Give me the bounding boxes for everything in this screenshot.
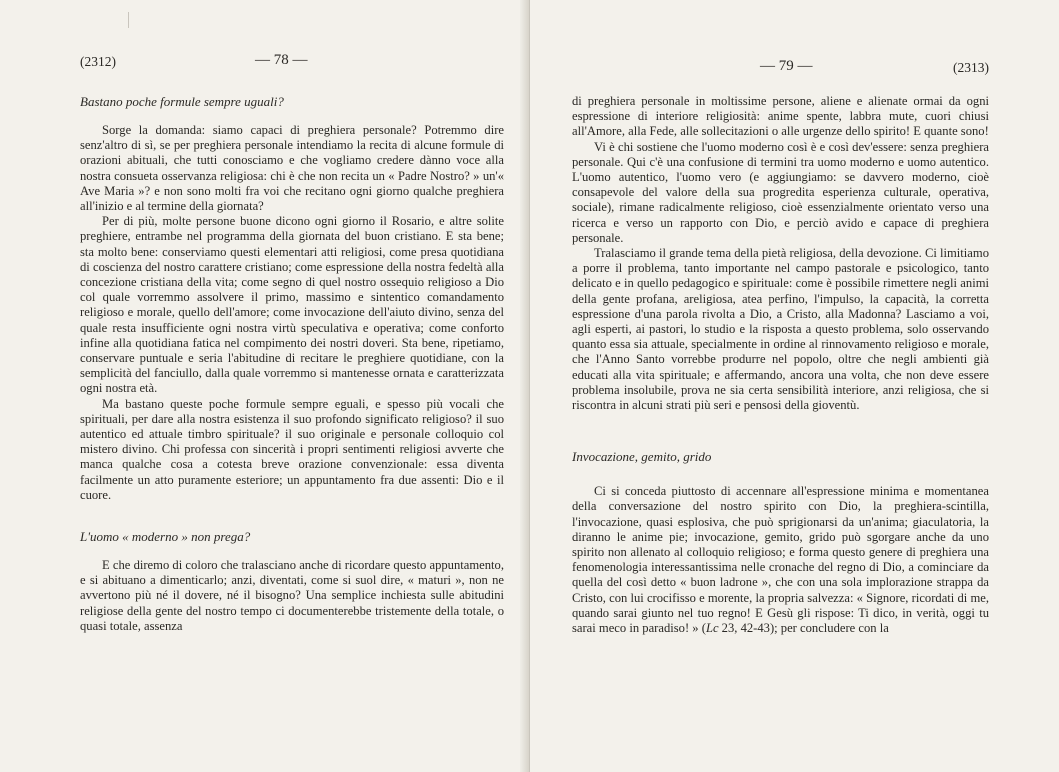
- right-page-code: (2313): [953, 60, 989, 75]
- pencil-mark: [128, 12, 129, 28]
- section-heading-formule: Bastano poche formule sempre uguali?: [80, 94, 284, 109]
- paragraph: di preghiera personale in moltissime persone, aliene e alienate ormai da ogni espressione di interiore religiosità: anime spente, labbra mute, cuori chiusi all'Amore, alla Fede, alle sollecitazioni o alle urgenze dello spirito! E quante sono!: [572, 94, 989, 139]
- paragraph: Sorge la domanda: siamo capaci di preghiera personale? Potremmo dire senz'altro di sì, se per preghiera personale intendiamo la recita di alcune formule di orazioni abituali, che tutti conosciamo e che vogliamo credere dànno voce alla nostra consueta osservanza religiosa: chi è che non recita un « Padre Nostro? » un'« Ave Maria »? e non sono molti fra voi che recitano ogni giorno qualche preghiera all'inizio e al termine della giornata?: [80, 123, 504, 214]
- paragraph-text: 23, 42-43); per concludere con la: [718, 621, 889, 636]
- paragraph: [572, 484, 989, 636]
- section-heading-invocazione: Invocazione, gemito, grido: [572, 449, 712, 465]
- paragraph: Per di più, molte persone buone dicono ogni giorno il Rosario, e altre solite preghiere, entrambe nel programma della giornata del buon cristiano. E sta bene; sta molto bene: conserviamo questi elementari atti religiosi, come presa quotidiana di coscienza del nostro carattere cristiano; come espressione della nostra fedeltà alla concezione cristiana della vita; come segno di quel nostro ossequio religioso a Dio col quale vorremmo assolvere il primo, massimo e sintentico comandamento religioso e morale, quello dell'amore; come invocazione dell'aiuto divino, senza del quale resta insufficiente ogni nostra virtù speculativa e operativa; come conforto infine alla quotidiana fatica nel compimento dei nostri doveri. Sta bene, ripetiamo, conservare puntuale e seria l'abitudine di recitare le preghiere quotidiane, con la semplicità del fanciullo, dalla quale vorremmo si mantenesse ornata e caratterizzata ogni nostra età.: [80, 214, 504, 396]
- right-page-body: [572, 94, 989, 636]
- paragraph: Ma bastano queste poche formule sempre eguali, e spesso più vocali che spirituali, per dare alla nostra esistenza il suo profondo significato religioso? il suo autentico ed attuale timbro spirituale? il suo originale e personale colloquio col mistero divino. Chi professa con sincerità i propri sentimenti religiosi avverte che manca qualche cosa a cotesta breve orazione convenzionale: essa diventa facilmente un atto puramente esteriore; un appuntamento fra due assenti: Dio e il cuore.: [80, 396, 504, 502]
- left-page-code: (2312): [80, 54, 116, 69]
- right-page-header: [572, 58, 989, 80]
- left-page-header: [80, 52, 504, 74]
- paragraph: E che diremo di coloro che tralasciano anche di ricordare questo appuntamento, e si abituano a dimenticarlo; anzi, diventati, come si suol dire, « maturi », non ne avvertono più né il dovere, né il bisogno? Una semplice inchiesta sulle abitudini religiose della gente del nostro tempo ci documenterebbe tristemente della totale, o quasi totale, assenza: [80, 558, 504, 633]
- left-page-number: — 78 —: [255, 52, 308, 68]
- bible-citation: Lc: [705, 621, 719, 636]
- left-page-body: [80, 94, 504, 634]
- section-heading-uomo-moderno: L'uomo « moderno » non prega?: [80, 529, 251, 545]
- paragraph: Vi è chi sostiene che l'uomo moderno così è e così dev'essere: senza preghiera personale. Qui c'è una confusione di termini tra uomo moderno e uomo autentico. L'uomo autentico, l'uomo vero (e aggiungiamo: se davvero moderno, cioè consapevole del valore della sua progredita esperienza culturale, operativa, sociale), rimane radicalmente religioso, cioè essenzialmente orientato verso una ricerca e verso un rapporto con Dio, e perciò avido e capace di preghiera personale.: [572, 139, 989, 245]
- right-page-number: — 79 —: [760, 58, 813, 74]
- right-page: [530, 0, 1059, 772]
- paragraph-text: Ci si conceda piuttosto di accennare all'espressione minima e momentanea della conversazione del nostro spirito con Dio, la preghiera-scintilla, l'invocazione, quasi esplosiva, che può sprigionarsi da un'anima; giaculatoria, la diranno le anime pie; invocazione, gemito, grido può sgorgare anche da uno spirito non allenato al colloquio religioso; e forma questo genere di preghiera una fenomenologia interessantissima nelle cronache del regno di Dio, a cominciare da quella del così detto « buon ladrone », che con una sola implorazione strappa da Cristo, con lui crocifisso e morente, la propria salvezza: « Signore, ricordati di me, quando sarai giunto nel tuo regno! E Gesù gli rispose: Ti dico, in verità, oggi tu sarai meco in paradiso! » (: [572, 484, 989, 636]
- left-page: [0, 0, 528, 772]
- paragraph: Tralasciamo il grande tema della pietà religiosa, della devozione. Ci limitiamo a porre il problema, tanto importante nel campo pastorale e psicologico, tanto delicato e in quello pedagogico e spirituale: come è possibile rimettere negli animi della gente profana, areligiosa, atea perfino, l'impulso, la capacità, la corretta espressione d'una parola rivolta a Dio, a Cristo, alla Madonna? Lasciamo a voi, agli esperti, ai pastori, lo studio e la risposta a questo problema, solo osservando quanto essa sia attuale, specialmente in ordine al rinnovamento religioso e morale, che l'Anno Santo vorrebbe produrre nel popolo, oltre che negli ambienti già educati alla vita spirituale; e affermando, ancora una volta, che non deve essere problema insolubile, prova ne sia certa sensibilità interiore, anzi religiosa, che si riscontra in alcuni strati più seri e pensosi della gioventù.: [572, 246, 989, 413]
